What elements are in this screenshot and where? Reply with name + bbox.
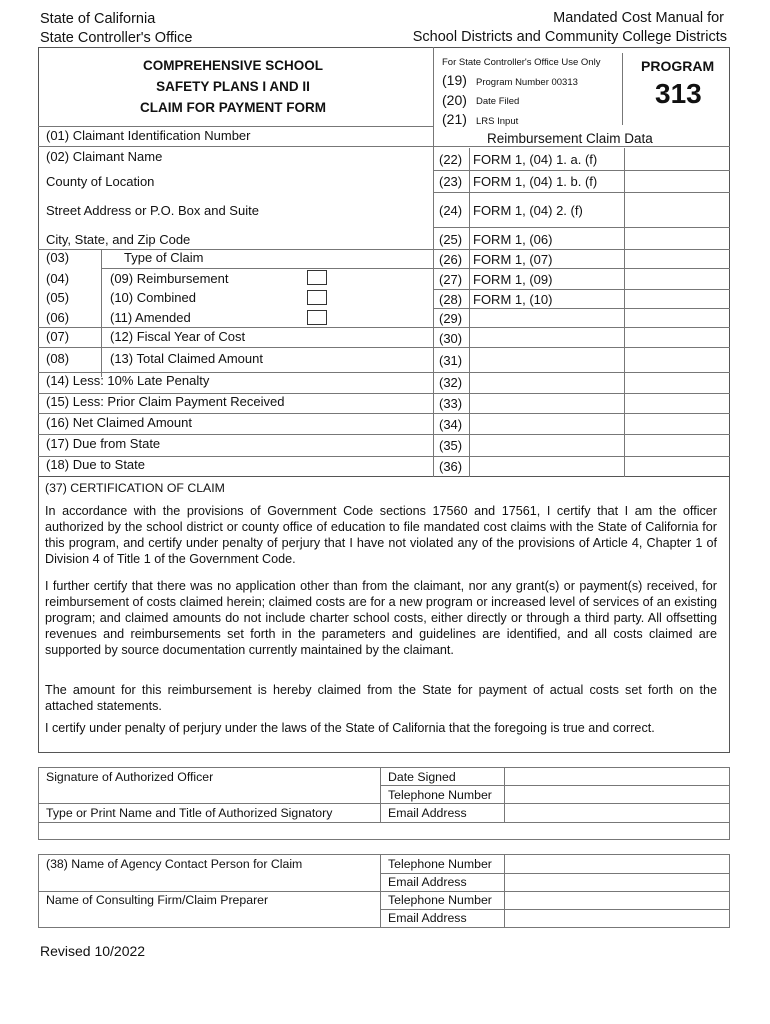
fiscal-year-field[interactable]: (12) Fiscal Year of Cost (110, 329, 246, 344)
office-use-heading: For State Controller's Office Use Only (442, 57, 601, 68)
preparer-telephone-label: Telephone Number (388, 893, 492, 907)
date-signed-label: Date Signed (388, 770, 456, 784)
amended-label: (11) Amended (110, 310, 191, 325)
signatory-email-label: Email Address (388, 806, 467, 820)
claimant-id-field[interactable]: (01) Claimant Identification Number (46, 128, 251, 143)
field-03-num: (03) (46, 250, 70, 265)
row-22-num: (22) (439, 152, 463, 167)
contact-email-label: Email Address (388, 875, 467, 889)
city-state-zip-field[interactable]: City, State, and Zip Code (46, 232, 191, 247)
reimbursement-claim-data-heading: Reimbursement Claim Data (487, 131, 653, 146)
field-04-num: (04) (46, 271, 70, 286)
row-24-label: FORM 1, (04) 2. (f) (473, 203, 583, 218)
field-07-num: (07) (46, 329, 70, 344)
certification-paragraph-2: I further certify that there was no application other than from the claimant, nor any grant(s) or payment(s) received, for reimbursement of costs claimed herein; claimed costs are for a new program or increased level of services of an existing program; and claimed amounts do not include charter school costs, either directly or through a third party. All offsetting revenues and reimbursements set forth in the parameters and guidelines are identified, and all costs claimed are supported by source documentation currently maintained by the claimant. (45, 579, 717, 657)
form-title-line2: SAFETY PLANS I AND II (156, 79, 310, 94)
certification-heading: (37) CERTIFICATION OF CLAIM (45, 481, 225, 495)
row-34-num: (34) (439, 417, 463, 432)
due-from-state-field[interactable]: (17) Due from State (46, 436, 161, 451)
row-28-num: (28) (439, 292, 463, 307)
field-08-num: (08) (46, 351, 70, 366)
certification-paragraph-4: I certify under penalty of perjury under the laws of the State of California that the foregoing is true and correct. (45, 721, 655, 735)
preparer-email-label: Email Address (388, 911, 467, 925)
field-19-num: (19) (442, 72, 467, 88)
program-label: PROGRAM (641, 58, 715, 74)
combined-label: (10) Combined (110, 290, 196, 305)
net-claimed-amount-field[interactable]: (16) Net Claimed Amount (46, 415, 192, 430)
field-20-label: Date Filed (476, 96, 520, 107)
contact-telephone-label: Telephone Number (388, 857, 492, 871)
field-05-num: (05) (46, 290, 70, 305)
row-25-num: (25) (439, 232, 463, 247)
signature-authorized-officer-field[interactable]: Signature of Authorized Officer (46, 770, 214, 784)
field-19-label: Program Number 00313 (476, 77, 578, 88)
program-number: 313 (655, 78, 702, 109)
type-of-claim-label: Type of Claim (124, 250, 204, 265)
due-to-state-field[interactable]: (18) Due to State (46, 457, 145, 472)
late-penalty-field[interactable]: (14) Less: 10% Late Penalty (46, 373, 210, 388)
row-26-num: (26) (439, 252, 463, 267)
row-23-num: (23) (439, 174, 463, 189)
field-20-num: (20) (442, 92, 467, 108)
agency-contact-field[interactable]: (38) Name of Agency Contact Person for Claim (46, 857, 303, 871)
row-30-num: (30) (439, 331, 463, 346)
certification-paragraph-3: The amount for this reimbursement is hereby claimed from the State for payment of actual costs set forth on the attached statements. (45, 683, 717, 713)
field-21-num: (21) (442, 111, 467, 127)
row-35-num: (35) (439, 438, 463, 453)
state-controllers-office: State Controller's Office (40, 30, 193, 46)
signatory-telephone-label: Telephone Number (388, 788, 492, 802)
certification-paragraph-1: In accordance with the provisions of Government Code sections 17560 and 17561, I certify that I am the officer authorized by the school district or county office of education to file mandated cost claims with the State of California for this program, and certify under penalty of perjury that I have not violated any of the provisions of Article 4, Chapter 1 of Division 4 of Title 1 of the Government Code. (45, 504, 717, 566)
total-claimed-amount-field[interactable]: (13) Total Claimed Amount (110, 351, 263, 366)
field-06-num: (06) (46, 310, 70, 325)
street-address-field[interactable]: Street Address or P.O. Box and Suite (46, 203, 259, 218)
row-29-num: (29) (439, 311, 463, 326)
field-21-label: LRS Input (476, 116, 519, 127)
form-title-line1: COMPREHENSIVE SCHOOL (142, 58, 324, 73)
row-32-num: (32) (439, 375, 463, 390)
combined-checkbox[interactable] (307, 290, 327, 305)
row-24-num: (24) (439, 203, 463, 218)
print-name-title-field[interactable]: Type or Print Name and Title of Authorized Signatory (46, 806, 333, 820)
row-28-label: FORM 1, (10) (473, 292, 553, 307)
reimbursement-checkbox[interactable] (307, 270, 327, 285)
revised-date: Revised 10/2022 (40, 943, 146, 959)
claimant-name-field[interactable]: (02) Claimant Name (46, 149, 163, 164)
amended-checkbox[interactable] (307, 310, 327, 325)
row-25-label: FORM 1, (06) (473, 232, 553, 247)
row-36-num: (36) (439, 459, 463, 474)
row-26-label: FORM 1, (07) (473, 252, 553, 267)
manual-subtitle: School Districts and Community College Districts (412, 29, 727, 45)
county-field[interactable]: County of Location (46, 174, 155, 189)
row-23-label: FORM 1, (04) 1. b. (f) (473, 174, 598, 189)
row-27-label: FORM 1, (09) (473, 272, 553, 287)
state-of-california: State of California (40, 11, 156, 27)
reimbursement-label: (09) Reimbursement (110, 271, 229, 286)
row-33-num: (33) (439, 396, 463, 411)
manual-title: Mandated Cost Manual for (553, 10, 724, 26)
consulting-firm-field[interactable]: Name of Consulting Firm/Claim Preparer (46, 893, 269, 907)
row-27-num: (27) (439, 272, 463, 287)
row-31-num: (31) (439, 353, 463, 368)
prior-payment-field[interactable]: (15) Less: Prior Claim Payment Received (46, 394, 285, 409)
row-22-label: FORM 1, (04) 1. a. (f) (473, 152, 598, 167)
form-title-line3: CLAIM FOR PAYMENT FORM (140, 100, 326, 115)
